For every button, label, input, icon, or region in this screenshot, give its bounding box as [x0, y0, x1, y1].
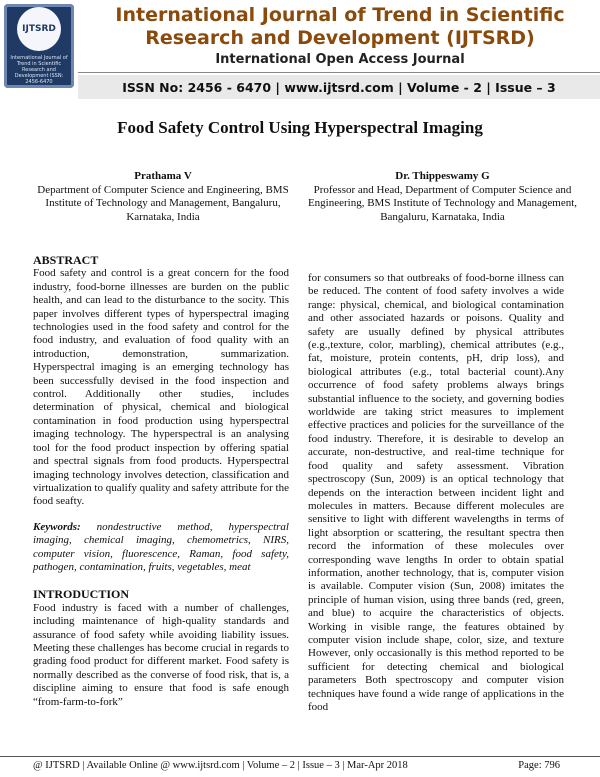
introduction-text: Food industry is faced with a number of challenges, including maintenance of high-quality standards and assurance of food safety while avoiding liability issues. Meeting these challenges has become crucial in regards to grading food product for different market. Food safety is normally described as the converse of food risk, that is, a discipline aiming to ensure that food is safe enough “from-farm-to-fork” — [33, 601, 289, 708]
abstract-heading: ABSTRACT — [33, 253, 99, 267]
page-footer — [0, 756, 600, 777]
header-divider — [78, 72, 600, 73]
keywords — [33, 521, 289, 575]
issn-bar: ISSN No: 2456 - 6470 | www.ijtsrd.com | Volume - 2 | Issue – 3 — [78, 75, 600, 99]
abstract-text: Food safety and control is a great concern for the food industry, food-borne illnesses are burden on the public health, and can lead to the disturbance to the socity. This paper involves different types of hyperspectral imaging technologies used in the food safety and control for the food industry, and evaluation of food quality with an introduction, demonstration, summarization. Hyperspectral imaging is an emerging technology has been successfully devised in the food inspection and control. Additionally other studies, includes determination of physical, chemical and biological contamination in food production using hyperspectral imaging technology. The hyperspectral is an analysing tool for the food product inspection by offering spatial and spectral signals from food products. Hyperspectral imaging technology involves detection, classification and virtualization to qualify quality and safety attribute for the food seafty. — [33, 267, 289, 508]
author-name: Prathama V — [134, 170, 192, 182]
journal-title — [80, 4, 600, 50]
journal-logo — [4, 4, 74, 88]
author-block-1 — [28, 170, 298, 224]
footer-text: @ IJTSRD | Available Online @ www.ijtsrd.com | Volume – 2 | Issue – 3 | Mar-Apr 2018 — [33, 760, 408, 771]
left-column — [33, 254, 289, 709]
right-column — [308, 272, 564, 714]
introduction-heading: INTRODUCTION — [33, 587, 130, 602]
journal-title-line1: International Journal of Trend in Scientific — [115, 4, 565, 26]
keywords-text: nondestructive method, hyperspectral imaging, chemical imaging, chemometrics, NIRS, computer vision, fluorescence, Raman, food safety, pathogen, contamination, fruits, vegetables, meat — [33, 520, 289, 573]
journal-title-line2: Research and Development (IJTSRD) — [145, 27, 535, 49]
author-affiliation: Department of Computer Science and Engineering, BMS Institute of Technology and Management, Bangaluru, Karnataka, India — [37, 183, 289, 223]
author-block-2 — [300, 170, 585, 224]
journal-subtitle: International Open Access Journal — [215, 52, 465, 67]
page-number: Page: 796 — [518, 760, 560, 771]
body-text: for consumers so that outbreaks of food-borne illness can be reduced. The content of food safety involves a wide range: physical, chemical, and biological contamination and other associated hazards or poisons. Quality and safety are usually defined by physical attributes (e.g.,texture, color, marbling), chemical attributes (e.g., fat, moisture, protein contents, pH, drip loss), and biological attributes (e.g., total bacterial count).Any occurrence of food safety problems always brings substantial influence to the society, and governing bodies worldwide are taking strict measures to implement effective practices and policies for the surveillance of the food industry. Therefore, it is desirable to develop an accurate, non-destructive, and real-time technique for food quality and safety assessment. Vibration spectroscopy (Sun, 2009) is an optical technology that depends on the interaction between incident light and molecules in matters. Because different molecules are sensitive to light with different wavelengths in terms of light absorption or scattering, the resultant spectra then record the information of these molecules over corresponding wave lengths In order to obtain spatial information, another technology, that is, computer vision is available. Computer vision (Sun, 2008) imitates the principle of human vision, using three bands (red, green, and blue) to acquire the characteristics of objects. Working in visible range, the features obtained by computer vision include shape, color, size, and texture However, only occasionally is this method reported to be sufficient for detecting chemical and biological parameters Both spectroscopy and computer vision techniques have found a wide range of applications in the food — [308, 272, 564, 713]
logo-badge: IJTSRD — [17, 7, 61, 51]
journal-header — [0, 0, 600, 100]
paper-title: Food Safety Control Using Hyperspectral Imaging — [117, 118, 483, 137]
logo-caption: International Journal of Trend in Scientific Research and Development ISSN: 2456-6470 — [10, 55, 68, 85]
author-name: Dr. Thippeswamy G — [395, 170, 490, 182]
keywords-label: Keywords: — [33, 520, 81, 533]
author-affiliation: Professor and Head, Department of Computer Science and Engineering, BMS Institute of Technology and Management, Bangaluru, Karnataka, India — [307, 183, 578, 223]
